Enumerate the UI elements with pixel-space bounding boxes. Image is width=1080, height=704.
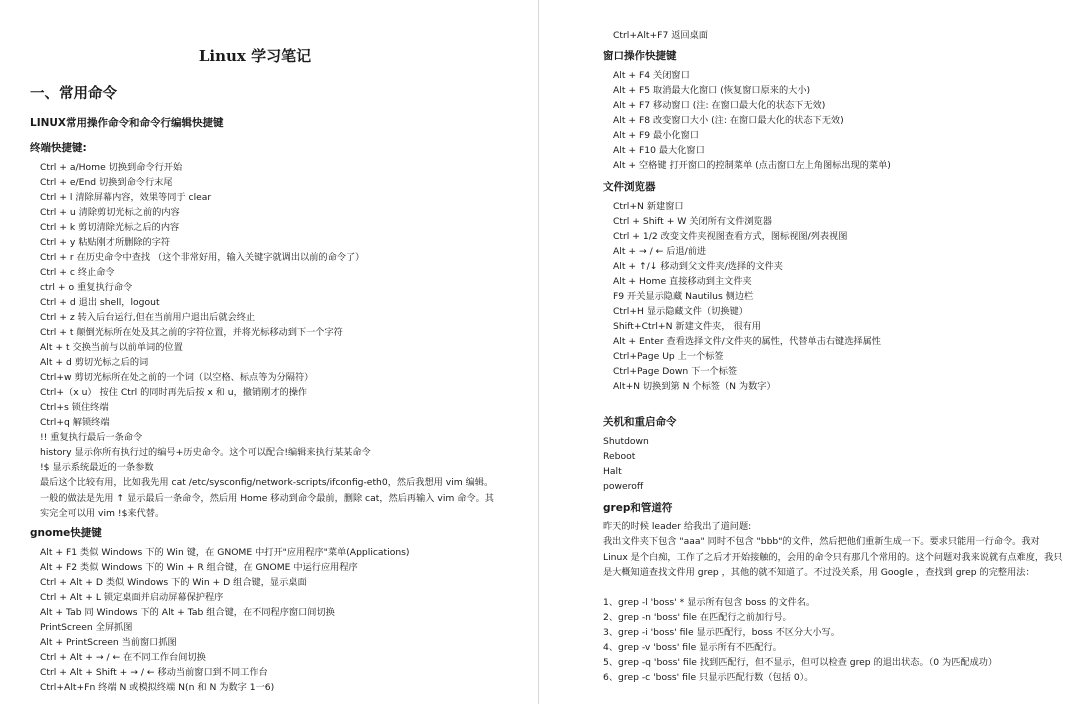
terminal-note-paragraph: 最后这个比较有用，比如我先用 cat /etc/sysconfig/network-scripts/ifconfig-eth0，然后我想用 vim 编辑。一般的做法是先用 ↑ 显示最后一条命令，然后用 Home 移动到命令最前，删除 cat，然后再输入 vim 命令。其实完全可以用 vim !$来代替。 xyxy=(40,477,494,519)
list-item: Alt+N 切换到第 N 个标签（N 为数字） xyxy=(613,381,776,392)
heading-window-shortcuts: 窗口操作快捷键 xyxy=(603,50,677,62)
list-item: PrintScreen 全屏抓图 xyxy=(40,622,133,633)
list-item: history 显示你所有执行过的编号+历史命令。这个可以配合!编辑来执行某某命令 xyxy=(40,447,371,458)
list-item: !! 重复执行最后一条命令 xyxy=(40,432,143,443)
list-item: 5、grep -q 'boss' file 找到匹配行，但不显示，但可以检查 grep 的退出状态。（0 为匹配成功） xyxy=(603,657,998,668)
list-item: Ctrl+（x u） 按住 Ctrl 的同时再先后按 x 和 u，撤销刚才的操作 xyxy=(40,387,308,398)
list-item: Alt + Enter 查看选择文件/文件夹的属性，代替单击右键选择属性 xyxy=(613,336,881,347)
list-item: Ctrl + k 剪切清除光标之后的内容 xyxy=(40,222,180,233)
list-item: Ctrl + Alt + D 类似 Windows 下的 Win + D 组合键，显示桌面 xyxy=(40,577,307,588)
list-item: F9 开关显示隐藏 Nautilus 侧边栏 xyxy=(613,291,754,302)
list-item: Alt + Home 直接移动到主文件夹 xyxy=(613,276,752,287)
heading-grep-pipe: grep和管道符 xyxy=(603,502,673,514)
list-item: Ctrl + l 清除屏幕内容，效果等同于 clear xyxy=(40,192,212,203)
list-item: Alt + F8 改变窗口大小 (注: 在窗口最大化的状态下无效) xyxy=(613,115,844,126)
list-item: Ctrl + r 在历史命令中查找 （这个非常好用，输入关键字就调出以前的命令了） xyxy=(40,252,365,263)
document-title: Linux 学习笔记 xyxy=(198,47,312,65)
list-item: Alt + ↑/↓ 移动到父文件夹/选择的文件夹 xyxy=(613,261,783,272)
subtitle-linux-shortcuts: LINUX常用操作命令和命令行编辑快捷键 xyxy=(30,117,224,129)
list-item: Alt + 空格键 打开窗口的控制菜单 (点击窗口左上角图标出现的菜单) xyxy=(613,160,891,171)
list-item: Ctrl + Alt + → / ← 在不同工作台间切换 xyxy=(40,652,206,663)
list-item: Alt + F7 移动窗口 (注: 在窗口最大化的状态下无效) xyxy=(613,100,826,111)
list-item: Shutdown xyxy=(603,436,649,447)
list-item: Ctrl + d 退出 shell，logout xyxy=(40,297,160,308)
list-item: Alt + F9 最小化窗口 xyxy=(613,130,699,141)
list-item: Reboot xyxy=(603,451,636,462)
page-left xyxy=(0,0,538,704)
list-item: 1、grep -l 'boss' * 显示所有包含 boss 的文件名。 xyxy=(603,597,816,608)
list-item: Alt + → / ← 后退/前进 xyxy=(613,246,707,257)
list-item: Ctrl + 1/2 改变文件夹视图查看方式，图标视图/列表视图 xyxy=(613,231,848,242)
list-item: 2、grep -n 'boss' file 在匹配行之前加行号。 xyxy=(603,612,792,623)
list-item: Ctrl+q 解锁终端 xyxy=(40,417,110,428)
list-item: Ctrl+w 剪切光标所在处之前的一个词（以空格、标点等为分隔符） xyxy=(40,372,314,383)
heading-file-browser: 文件浏览器 xyxy=(603,181,656,193)
list-item: Halt xyxy=(603,466,622,477)
list-item: Ctrl+Page Down 下一个标签 xyxy=(613,366,738,377)
list-item: Alt + Tab 同 Windows 下的 Alt + Tab 组合键，在不同程序窗口间切换 xyxy=(40,607,335,618)
heading-terminal-shortcuts: 终端快捷键: xyxy=(30,142,87,154)
list-item: Alt + F2 类似 Windows 下的 Win + R 组合键，在 GNOME 中运行应用程序 xyxy=(40,562,358,573)
heading-gnome-shortcuts: gnome快捷键 xyxy=(30,527,102,539)
list-item: 3、grep -i 'boss' file 显示匹配行，boss 不区分大小写。 xyxy=(603,627,840,638)
list-item: Ctrl + z 转入后台运行,但在当前用户退出后就会终止 xyxy=(40,312,256,323)
list-item: Ctrl + Shift + W 关闭所有文件浏览器 xyxy=(613,216,772,227)
list-item: Ctrl + y 粘贴刚才所删除的字符 xyxy=(40,237,171,248)
list-item: Ctrl+Page Up 上一个标签 xyxy=(613,351,724,362)
list-item: Ctrl + c 终止命令 xyxy=(40,267,115,278)
list-item: Ctrl+s 锁住终端 xyxy=(40,402,109,413)
grep-paragraph: 我出文件夹下包含 "aaa" 同时不包含 "bbb"的文件，然后把他们重新生成一下。要求只能用一行命令。我对 Linux 是个白痴，工作了之后才开始接触的，会用的命令只有那几个常用的。这个问题对我来说就有点难度，我只是大概知道查找文件用 grep ，其他的就不知道了。不过没关系，用 Google ，查找到 grep 的完整用法： xyxy=(603,536,1063,578)
list-item: poweroff xyxy=(603,481,644,492)
section-heading-common-commands: 一、常用命令 xyxy=(30,86,117,102)
list-item: Alt + d 剪切光标之后的词 xyxy=(40,357,149,368)
page-gutter-divider xyxy=(538,0,539,704)
list-item: Ctrl + t 颠倒光标所在处及其之前的字符位置，并将光标移动到下一个字符 xyxy=(40,327,343,338)
grep-intro-text: 昨天的时候 leader 给我出了道问题: xyxy=(603,521,752,532)
list-item: Ctrl + a/Home 切换到命令行开始 xyxy=(40,162,183,173)
list-item: Ctrl+H 显示隐藏文件（切换键） xyxy=(613,306,748,317)
list-item: Alt + F1 类似 Windows 下的 Win 键，在 GNOME 中打开"应用程序"菜单(Applications) xyxy=(40,547,410,558)
list-item: ctrl + o 重复执行命令 xyxy=(40,282,133,293)
list-item: Shift+Ctrl+N 新建文件夹， 很有用 xyxy=(613,321,762,332)
heading-shutdown-reboot: 关机和重启命令 xyxy=(603,416,677,428)
list-item: Ctrl + Alt + L 锁定桌面并启动屏幕保护程序 xyxy=(40,592,224,603)
list-item: !$ 显示系统最近的一条参数 xyxy=(40,462,154,473)
list-item: 4、grep -v 'boss' file 显示所有不匹配行。 xyxy=(603,642,782,653)
list-item: Ctrl+Alt+Fn 终端 N 或模拟终端 N(n 和 N 为数字 1一6) xyxy=(40,682,275,693)
list-item: Alt + PrintScreen 当前窗口抓图 xyxy=(40,637,177,648)
list-item: 6、grep -c 'boss' file 只显示匹配行数（包括 0）。 xyxy=(603,672,814,683)
list-item: Ctrl + Alt + Shift + → / ← 移动当前窗口到不同工作台 xyxy=(40,667,268,678)
list-item: Alt + F5 取消最大化窗口 (恢复窗口原来的大小) xyxy=(613,85,811,96)
list-item: Alt + F4 关闭窗口 xyxy=(613,70,690,81)
list-item: Ctrl + e/End 切换到命令行末尾 xyxy=(40,177,173,188)
page-right xyxy=(541,0,1080,704)
list-item: Ctrl+N 新建窗口 xyxy=(613,201,684,212)
list-item: Alt + F10 最大化窗口 xyxy=(613,145,705,156)
list-item: Alt + t 交换当前与以前单词的位置 xyxy=(40,342,183,353)
list-item: Ctrl + u 清除剪切光标之前的内容 xyxy=(40,207,180,218)
list-item-return-desktop: Ctrl+Alt+F7 返回桌面 xyxy=(613,30,708,41)
